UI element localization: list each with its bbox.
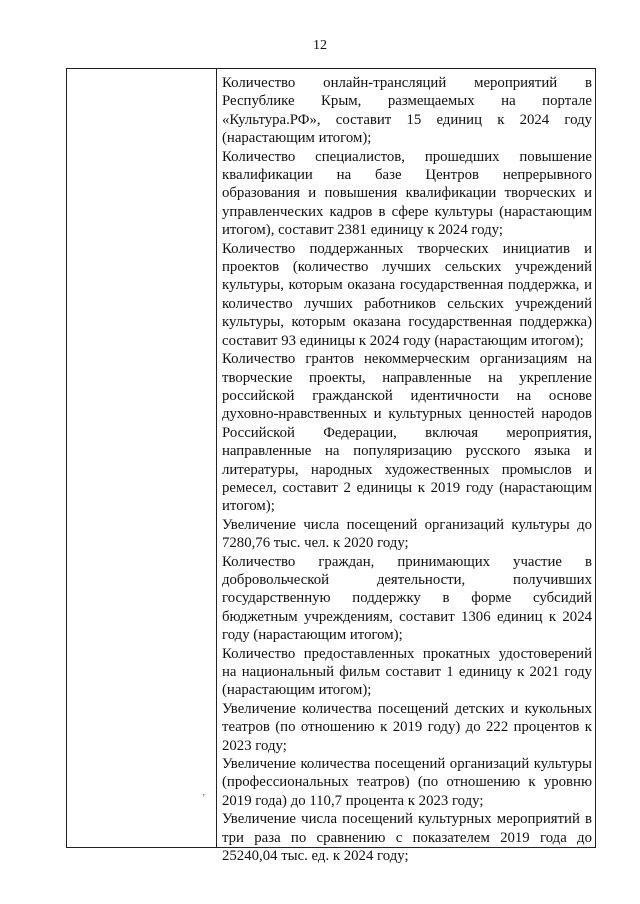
indicator-cultural-events: Увеличение числа посещений культурных мероприятий в три раза по сравнению с показателем 2019 года до 25240,04 тыс. ед. к 2024 году; bbox=[222, 811, 592, 865]
indicator-film-certificates: Количество предоставленных прокатных удостоверений на национальный фильм составит 1 единицу к 2021 году (нарастающим итогом); bbox=[222, 645, 592, 699]
margin-mark: ʼ bbox=[202, 793, 206, 804]
indicator-online-broadcasts: Количество онлайн-трансляций мероприятий в Республике Крым, размещаемых на портале «Культура.РФ», составит 15 единиц к 2024 году (нарастающим итогом); bbox=[222, 75, 592, 147]
indicator-children-theatres: Увеличение количества посещений детских и кукольных театров (по отношению к 2019 году) до 222 процентов к 2023 году; bbox=[222, 700, 592, 754]
indicator-creative-initiatives: Количество поддержанных творческих инициатив и проектов (количество лучших сельских учреждений культуры, которым оказана государственная поддержка, и количество лучших работников сельских учреждений культуры, которым оказана государственная поддержка) составит 93 единицы к 2024 году (нарастающим итогом); bbox=[222, 240, 592, 349]
document-table bbox=[66, 68, 596, 865]
indicator-specialists-training: Количество специалистов, прошедших повышение квалификации на базе Центров непрерывного образования и повышения квалификации творческих и управленческих кадров в сфере культуры (нарастающим итогом), составит 2381 единицу к 2024 году; bbox=[222, 148, 592, 239]
table-right-column bbox=[217, 69, 596, 865]
table-left-column bbox=[67, 69, 217, 847]
page-number: 12 bbox=[313, 38, 327, 53]
indicator-nko-grants: Количество грантов некоммерческим организациям на творческие проекты, направленные на укрепление российской гражданской идентичности на основе духовно-нравственных и культурных ценностей народов Российской Федерации, включая мероприятия, направленные на популяризацию русского языка и литературы, народных художественных промыслов и ремесел, составит 2 единицы к 2019 году (нарастающим итогом); bbox=[222, 351, 592, 515]
indicator-professional-theatres: Увеличение количества посещений организаций культуры (профессиональных театров) (по отношению к уровню 2019 года) до 110,7 процента к 2023 году; bbox=[222, 756, 592, 809]
indicator-volunteers: Количество граждан, принимающих участие в добровольческой деятельности, получивших государственную поддержку в форме субсидий бюджетным учреждениям, составит 1306 единиц к 2024 году (нарастающим итогом); bbox=[222, 553, 592, 644]
indicator-culture-visits: Увеличение числа посещений организаций культуры до 7280,76 тыс. чел. к 2020 году; bbox=[222, 516, 592, 552]
